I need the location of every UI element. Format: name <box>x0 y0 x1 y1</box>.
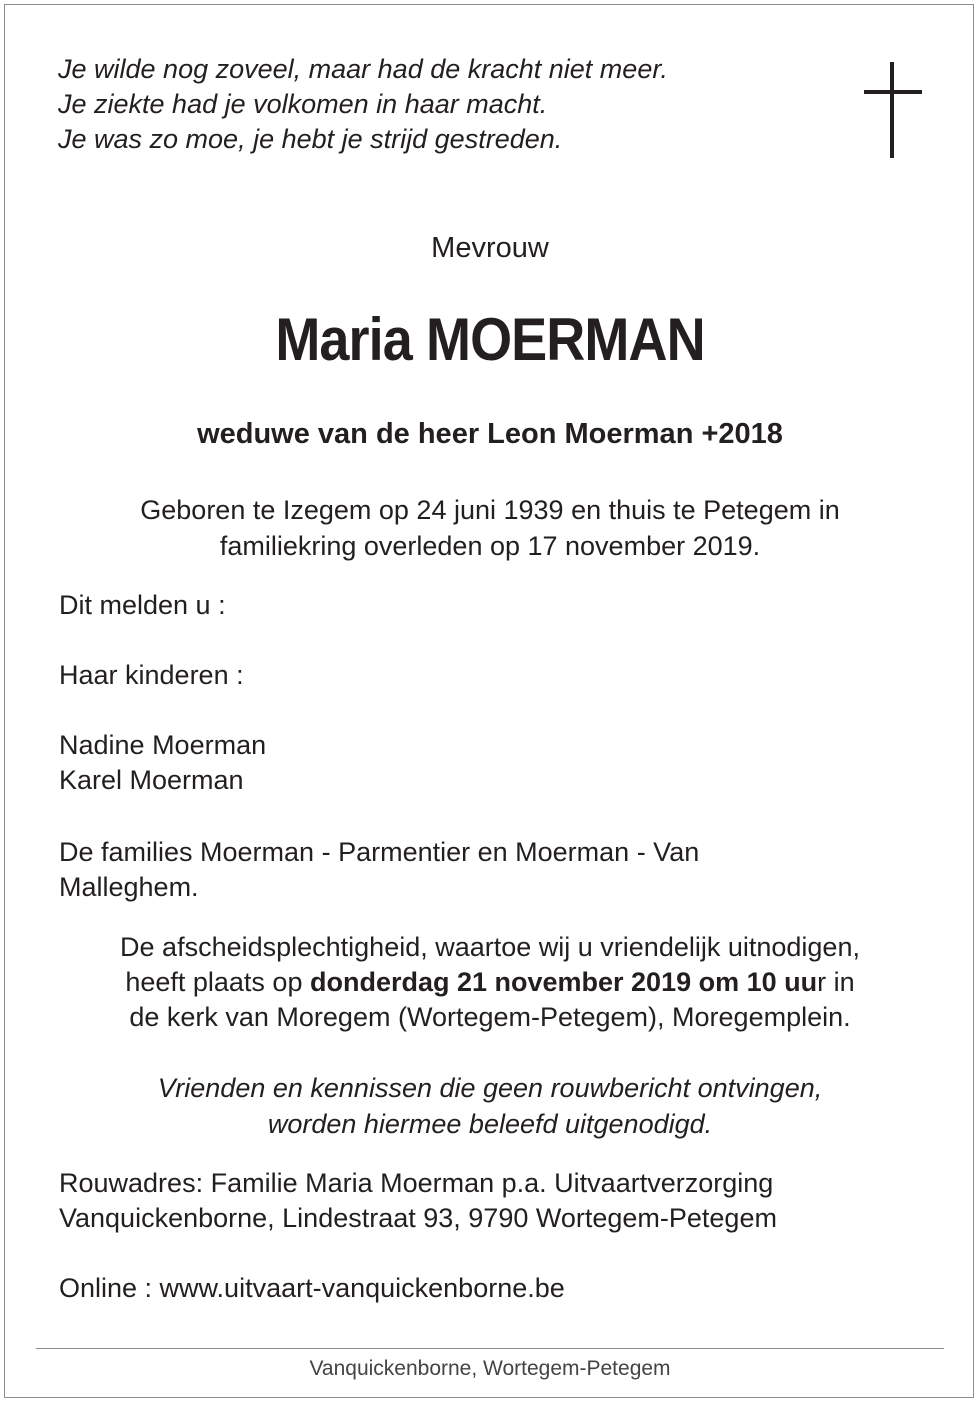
invitation-text <box>0 1070 980 1142</box>
ceremony-date: donderdag 21 november 2019 om 10 uu <box>309 967 818 997</box>
poem-line: Je was zo moe, je hebt je strijd gestreden. <box>58 124 563 154</box>
online-link[interactable]: Online : www.uitvaart-vanquickenborne.be <box>59 1273 565 1303</box>
ceremony-line <box>0 965 980 1000</box>
ceremony-line: De afscheidsplechtigheid, waartoe wij u vriendelijk uitnodigen, <box>120 932 860 962</box>
ceremony-pre: heeft plaats op <box>125 967 310 997</box>
poem-line: Je wilde nog zoveel, maar had de kracht niet meer. <box>58 54 668 84</box>
families-line: De families Moerman - Parmentier en Moerman - Van <box>59 837 700 867</box>
birth-death-line: familiekring overleden op 17 november 2019. <box>219 531 761 561</box>
invitation-line: Vrienden en kennissen die geen rouwbericht ontvingen, <box>157 1073 823 1103</box>
cross-icon <box>864 62 922 158</box>
ceremony-line: de kerk van Moregem (Wortegem-Petegem), Moregemplein. <box>129 1002 851 1032</box>
poem <box>58 52 668 157</box>
deceased-name: Maria MOERMAN <box>275 306 705 373</box>
salutation: Mevrouw <box>431 232 549 264</box>
address-line: Vanquickenborne, Lindestraat 93, 9790 Wortegem-Petegem <box>59 1203 777 1233</box>
footer-divider <box>36 1348 944 1349</box>
announce-text: Dit melden u : <box>59 590 226 620</box>
children-header: Haar kinderen : <box>59 660 244 690</box>
footer-text: Vanquickenborne, Wortegem-Petegem <box>309 1357 671 1380</box>
families-text <box>59 835 699 905</box>
address-text <box>59 1166 777 1236</box>
widow-line: weduwe van de heer Leon Moerman +2018 <box>197 418 783 450</box>
birth-death-line: Geboren te Izegem op 24 juni 1939 en thuis te Petegem in <box>140 495 840 525</box>
families-line: Malleghem. <box>59 872 199 902</box>
address-line: Rouwadres: Familie Maria Moerman p.a. Uitvaartverzorging <box>59 1168 774 1198</box>
ceremony-post: r in <box>817 967 855 997</box>
ceremony-text <box>0 930 980 1035</box>
child-name: Karel Moerman <box>59 765 244 795</box>
child-name: Nadine Moerman <box>59 730 267 760</box>
invitation-line: worden hiermee beleefd uitgenodigd. <box>267 1109 713 1139</box>
children-list <box>59 728 266 798</box>
poem-line: Je ziekte had je volkomen in haar macht. <box>58 89 548 119</box>
birth-death-text <box>0 492 980 564</box>
